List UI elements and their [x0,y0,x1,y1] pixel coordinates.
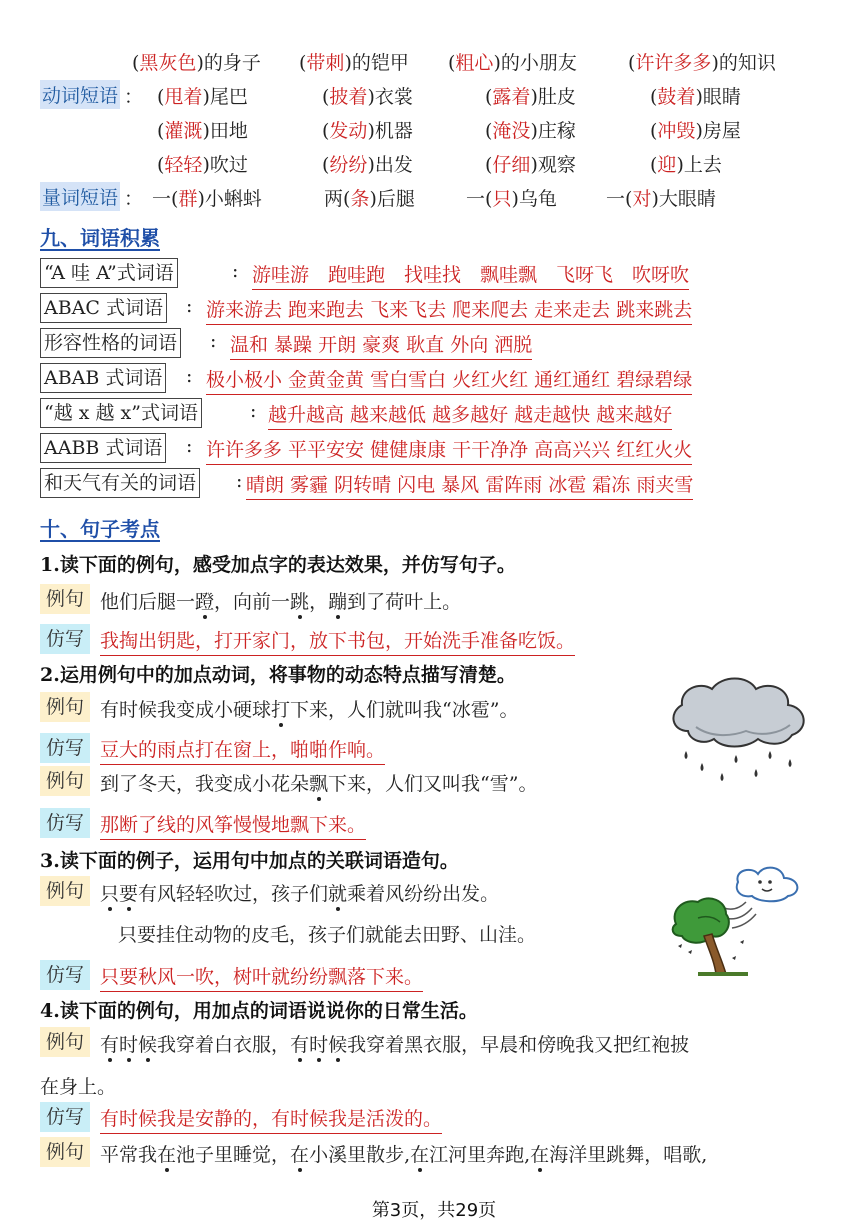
question-4-title: 4.读下面的例句，用加点的词语说说你的日常生活。 [40,1000,478,1022]
verb-phrase: (露着)肚皮 [485,86,576,108]
verb-phrase: (迎)上去 [650,154,722,176]
vocab-label: “越 x 越 x”式词语 [40,398,202,428]
example-sentence: 到了冬天，我变成小花朵飘下来，人们又叫我“雪”。 [100,773,538,795]
adj-phrase: (许许多多)的知识 [628,52,776,74]
example-sentence: 有时候我穿着白衣服，有时候我穿着黑衣服，早晨和傍晚我又把红袍披 [100,1034,690,1056]
adj-phrase: (带刺)的铠甲 [299,52,409,74]
verb-phrase: (鼓着)眼睛 [650,86,741,108]
example-sentence: 只要有风轻轻吹过，孩子们就乘着风纷纷出发。 [100,883,500,905]
example-sentence-2: 只要挂住动物的皮毛，孩子们就能去田野、山洼。 [118,924,537,946]
verb-phrase: (纷纷)出发 [322,154,413,176]
imitate-sentence: 豆大的雨点打在窗上，啪啪作响。 [100,735,385,765]
example-tag: 例句 [40,766,90,796]
measure-phrase: 一(对)大眼睛 [606,188,716,210]
imitate-sentence: 我掏出钥匙，打开家门，放下书包，开始洗手准备吃饭。 [100,626,575,656]
example-sentence: 平常我在池子里睡觉，在小溪里散步,在江河里奔跑,在海洋里跳舞，唱歌, [100,1144,708,1166]
imitate-tag: 仿写 [40,624,90,654]
question-1-title: 1.读下面的例句，感受加点字的表达效果，并仿写句子。 [40,554,516,576]
measure-phrase: 两(条)后腿 [324,188,415,210]
example-tag: 例句 [40,692,90,722]
vocab-words: 晴朗 雾霾 阴转晴 闪电 暴风 雷阵雨 冰雹 霜冻 雨夹雪 [246,470,693,500]
adj-phrase: (粗心)的小朋友 [448,52,577,74]
vocab-words: 越升越高 越来越低 越多越好 越走越快 越来越好 [268,400,672,430]
verb-phrase: (发动)机器 [322,120,413,142]
windy-tree-illustration [668,862,808,980]
example-sentence: 有时候我变成小硬球打下来，人们就叫我“冰雹”。 [100,699,519,721]
section-9-title: 九、词语积累 [40,226,160,250]
imitate-tag: 仿写 [40,960,90,990]
vocab-words: 温和 暴躁 开朗 豪爽 耿直 外向 洒脱 [230,330,532,360]
vocab-label: 形容性格的词语 [40,328,181,358]
rain-cloud-illustration [666,673,816,785]
example-sentence: 他们后腿一蹬，向前一跳，蹦到了荷叶上。 [100,591,462,613]
adj-phrase: (黑灰色)的身子 [132,52,261,74]
vocab-label: ABAB 式词语 [40,363,166,393]
verb-phrase: (仔细)观察 [485,154,576,176]
verb-phrase: (冲毁)房屋 [650,120,741,142]
vocab-label: AABB 式词语 [40,433,166,463]
verb-phrase: (淹没)庄稼 [485,120,576,142]
page-number: 第3页，共29页 [371,1200,497,1221]
vocab-label: 和天气有关的词语 [40,468,200,498]
imitate-tag: 仿写 [40,808,90,838]
question-3-title: 3.读下面的例子，运用句中加点的关联词语造句。 [40,850,459,872]
imitate-sentence: 那断了线的风筝慢慢地飘下来。 [100,810,366,840]
example-sentence-cont: 在身上。 [40,1076,117,1098]
question-2-title: 2.运用例句中的加点动词，将事物的动态特点描写清楚。 [40,664,516,686]
imitate-sentence: 有时候我是安静的，有时候我是活泼的。 [100,1104,442,1134]
vocab-words: 游来游去 跑来跑去 飞来飞去 爬来爬去 走来走去 跳来跳去 [206,295,692,325]
verb-phrase: (甩着)尾巴 [157,86,248,108]
example-tag: 例句 [40,1137,90,1167]
section-10-title: 十、句子考点 [40,517,160,541]
imitate-tag: 仿写 [40,1102,90,1132]
vocab-label: “A 哇 A”式词语 [40,258,178,288]
measure-phrase-label: 量词短语 [40,182,120,211]
verb-phrase-label: 动词短语 [40,80,120,109]
vocab-label: ABAC 式词语 [40,293,167,323]
measure-phrase: 一(只)乌龟 [466,188,557,210]
example-tag: 例句 [40,876,90,906]
verb-phrase: (披着)衣裳 [322,86,413,108]
vocab-words: 许许多多 平平安安 健健康康 干干净净 高高兴兴 红红火火 [206,435,692,465]
vocab-words: 游哇游 跑哇跑 找哇找 飘哇飘 飞呀飞 吹呀吹 [252,260,689,290]
imitate-tag: 仿写 [40,733,90,763]
verb-phrase: (轻轻)吹过 [157,154,248,176]
vocab-words: 极小极小 金黄金黄 雪白雪白 火红火红 通红通红 碧绿碧绿 [206,365,692,395]
imitate-sentence: 只要秋风一吹，树叶就纷纷飘落下来。 [100,962,423,992]
verb-phrase: (灌溉)田地 [157,120,248,142]
example-tag: 例句 [40,584,90,614]
example-tag: 例句 [40,1027,90,1057]
measure-phrase: 一(群)小蝌蚪 [152,188,262,210]
